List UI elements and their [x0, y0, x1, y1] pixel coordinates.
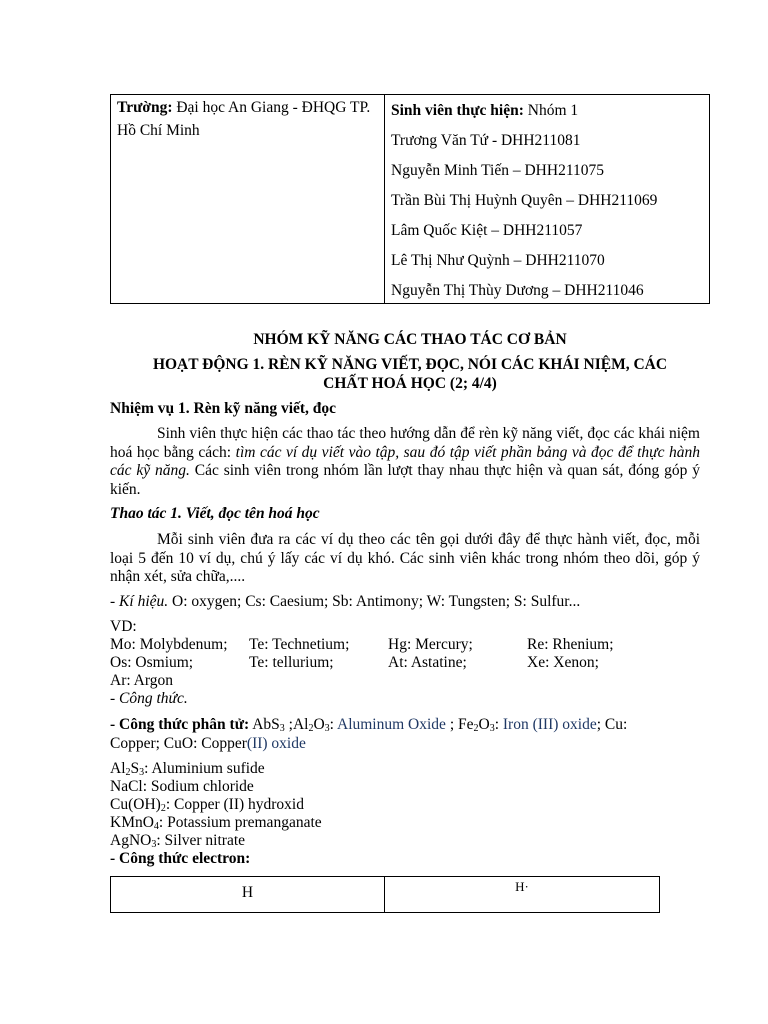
task-para-start: Sinh viên thực hiện các thao tác theo hướng dẫn để rèn kỹ năng viết, đọc các khái niệm hoá học bằng cách: — [110, 425, 700, 461]
operation-paragraph: Mỗi sinh viên đưa ra các ví dụ theo các tên gọi dưới đây để thực hành viết, đọc, mỗi loại 5 đến 10 ví dụ, chú ý lấy các ví dụ khó. Các sinh viên khác trong nhóm theo dõi, góp ý nhận xét, sửa chữa,.... — [110, 531, 700, 585]
symbol-item: Te: tellurium; — [249, 654, 334, 671]
formula-fe2o3: ; Fe — [445, 716, 474, 733]
subscript: 3 — [324, 723, 330, 734]
subscript: 4 — [153, 821, 159, 832]
activity-title-line1: HOẠT ĐỘNG 1. RÈN KỸ NĂNG VIẾT, ĐỌC, NÓI CÁC KHÁI NIỆM, CÁC — [152, 356, 668, 373]
compound-item — [110, 796, 710, 814]
subscript: 3 — [139, 767, 145, 778]
symbols-line — [110, 593, 710, 611]
compound-item — [110, 760, 710, 778]
formula-cuo: Copper; CuO: Copper — [110, 735, 247, 752]
member-item: Nguyễn Minh Tiến – DHH211075 — [391, 162, 604, 179]
compound-name: (II) oxide — [246, 735, 306, 752]
subscript: 3 — [279, 723, 285, 734]
formula-label: - Công thức. — [110, 690, 188, 707]
symbol-item: Xe: Xenon; — [527, 654, 599, 671]
formula-part: O — [478, 716, 490, 733]
colon: : — [494, 716, 503, 733]
compound-name: : Sodium chloride — [142, 778, 254, 795]
symbols-text: O: oxygen; Cs: Caesium; Sb: Antimony; W: Tungsten; S: Sulfur... — [168, 593, 581, 610]
formula-part: KMnO — [110, 814, 154, 831]
task-heading: Nhiệm vụ 1. Rèn kỹ năng viết, đọc — [110, 400, 337, 417]
molecular-line-2 — [110, 735, 710, 753]
compound-item — [110, 832, 710, 850]
symbol-item: Mo: Molybdenum; — [110, 636, 228, 653]
operation-heading: Thao tác 1. Viết, đọc tên hoá học — [110, 505, 320, 522]
electron-label: - Công thức electron: — [110, 850, 251, 867]
formula-part: S — [130, 760, 140, 777]
formula-abs: AbS — [249, 716, 280, 733]
subscript: 2 — [308, 723, 314, 734]
vd-label: VD: — [110, 618, 137, 635]
subscript: 2 — [473, 723, 479, 734]
students-cell — [385, 95, 709, 303]
formula-part: Al — [110, 760, 126, 777]
member-item: Nguyễn Thị Thùy Dương – DHH211046 — [391, 282, 644, 299]
formula-part: O — [313, 716, 325, 733]
compound-name: Aluminum Oxide — [337, 716, 446, 733]
compound-name: Iron (III) oxide — [502, 716, 597, 733]
compound-name: : Potassium premanganate — [158, 814, 322, 831]
school-value: Đại học An Giang - ĐHQG TP. Hồ Chí Minh — [117, 99, 371, 139]
formula-part: NaCl — [110, 778, 143, 795]
member-item: Trần Bùi Thị Huỳnh Quyên – DHH211069 — [391, 192, 658, 209]
electron-cell-1: H — [111, 877, 385, 912]
molecular-label: - Công thức phân tử: — [110, 716, 250, 733]
subscript: 3 — [151, 839, 157, 850]
group-name: Nhóm 1 — [527, 102, 579, 119]
activity-title-line2: CHẤT HOÁ HỌC (2; 4/4) — [323, 375, 497, 392]
school-cell — [111, 95, 385, 303]
symbols-row-2 — [110, 654, 670, 672]
task-paragraph — [110, 425, 700, 499]
member-item: Lê Thị Như Quỳnh – DHH211070 — [391, 252, 605, 269]
formula-part: AgNO — [110, 832, 152, 849]
compound-item — [110, 814, 710, 832]
main-title: NHÓM KỸ NĂNG CÁC THAO TÁC CƠ BẢN — [253, 331, 567, 348]
symbols-prefix: - — [110, 593, 120, 610]
symbol-item: At: Astatine; — [388, 654, 467, 671]
compound-name: : Silver nitrate — [156, 832, 246, 849]
compound-name: : Copper (II) hydroxid — [165, 796, 304, 813]
symbols-row-1 — [110, 636, 670, 654]
electron-cell-2: H· — [515, 879, 529, 894]
molecular-line-1 — [110, 716, 710, 734]
symbol-item: Re: Rhenium; — [527, 636, 614, 653]
task-para-italic: tìm các ví dụ viết vào tập, sau đó tập viết phần bảng và đọc để thực hành các kỹ năng. — [110, 443, 700, 479]
subscript: 2 — [160, 803, 166, 814]
formula-part: Cu(OH) — [110, 796, 161, 813]
symbol-item: Os: Osmium; — [110, 654, 194, 671]
symbols-label: Kí hiệu. — [119, 593, 169, 610]
member-item: Trương Văn Tứ - DHH211081 — [391, 132, 581, 149]
subscript: 2 — [125, 767, 131, 778]
electron-table — [110, 876, 660, 913]
task-para-end: Các sinh viên trong nhóm lần lượt thay nhau thực hiện và quan sát, đóng góp ý kiến. — [110, 462, 700, 498]
symbols-row-3: Ar: Argon — [110, 672, 174, 689]
formula-al2o3: ;Al — [284, 716, 309, 733]
formula-cu: ; Cu: — [596, 716, 628, 733]
member-item: Lâm Quốc Kiệt – DHH211057 — [391, 222, 583, 239]
students-heading — [391, 96, 703, 126]
compound-item — [110, 778, 710, 796]
school-label: Trường: — [117, 99, 173, 116]
symbol-item: Hg: Mercury; — [388, 636, 473, 653]
subscript: 3 — [489, 723, 495, 734]
colon: : — [329, 716, 337, 733]
header-table — [110, 94, 710, 304]
compound-name: : Aluminium sufide — [144, 760, 265, 777]
students-label: Sinh viên thực hiện: — [391, 102, 524, 119]
symbol-item: Te: Technetium; — [249, 636, 350, 653]
